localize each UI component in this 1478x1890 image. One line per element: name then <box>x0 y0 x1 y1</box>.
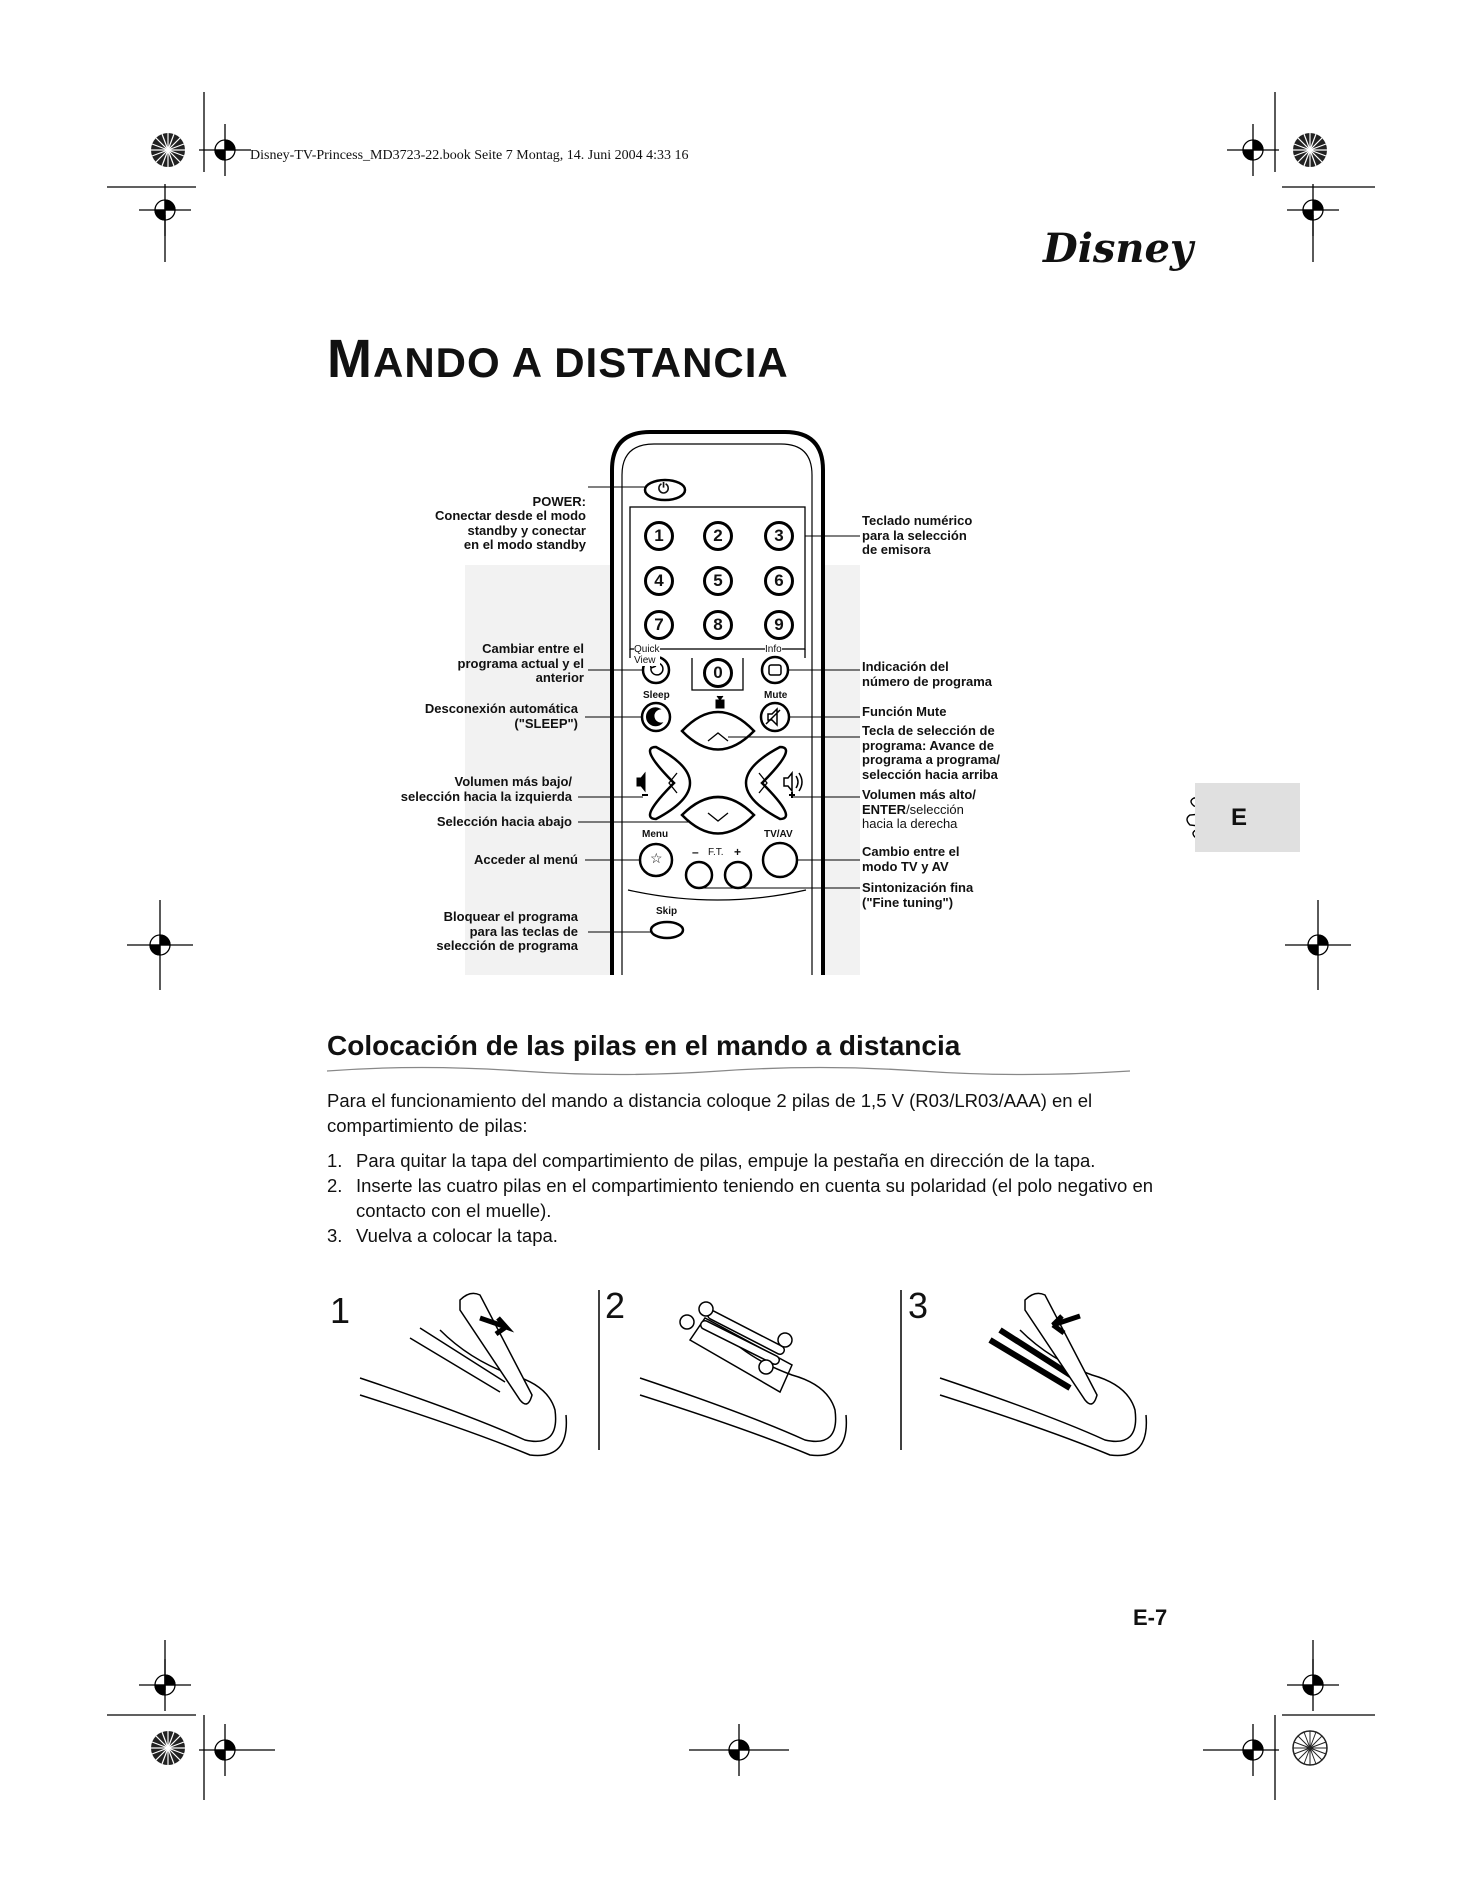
power-icon: ⏻ <box>658 480 670 496</box>
mute-label: Mute <box>764 690 788 701</box>
digit-button: 9 <box>764 610 794 640</box>
label-volume-up <box>862 788 976 832</box>
intro-paragraph: Para el funcionamiento del mando a distancia coloque 2 pilas de 1,5 V (R03/LR03/AAA) en el compartimiento de pilas: <box>327 1090 1093 1136</box>
figure-label: 1 <box>330 1290 351 1331</box>
menu-label: Menu <box>642 829 669 840</box>
label-quickview: Cambiar entre el programa actual y el anterior <box>457 641 584 685</box>
section-title: Colocación de las pilas en el mando a distancia <box>327 1030 961 1061</box>
step-number: 3. <box>327 1225 343 1246</box>
ft-plus-label: + <box>734 845 742 859</box>
digit-button: 7 <box>644 610 674 640</box>
mute-button <box>761 703 789 731</box>
label-power-title: POWER: <box>532 493 586 509</box>
disney-logo: Disney <box>1043 225 1194 272</box>
info-label: Info <box>765 644 782 655</box>
title-initial: M <box>327 329 373 389</box>
label-power <box>435 480 586 553</box>
tvav-label: TV/AV <box>764 829 793 840</box>
label-mute: Función Mute <box>862 704 947 719</box>
digit-button: 1 <box>644 521 674 551</box>
list-item <box>327 1148 1187 1173</box>
label-volume-up-a: Volumen más alto/ ENTER <box>862 787 976 817</box>
label-menu: Acceder al menú <box>473 852 578 867</box>
label-fine-tuning: Sintonización fina ("Fine tuning") <box>862 880 974 910</box>
figure-3 <box>940 1293 1146 1455</box>
figure-label: 2 <box>605 1285 626 1326</box>
battery-figures <box>360 1290 1146 1456</box>
digit-button: 2 <box>703 521 733 551</box>
digit-button: 4 <box>644 566 674 596</box>
section-divider <box>327 1068 1130 1075</box>
label-sleep: Desconexión automática ("SLEEP") <box>424 701 578 731</box>
page-title <box>327 328 789 390</box>
skip-button <box>651 922 683 938</box>
digit-button: 8 <box>703 610 733 640</box>
label-volume-up-b: /selección hacia la derecha <box>862 801 964 831</box>
tvav-button <box>763 843 797 877</box>
language-tab <box>1195 783 1300 852</box>
ft-plus-button <box>725 862 751 888</box>
step-text: Inserte las cuatro pilas en el compartimiento teniendo en cuenta su polaridad (el polo negativo en contacto con el muelle). <box>356 1175 1154 1221</box>
quickview-label: Quick View <box>634 644 660 666</box>
list-item <box>327 1173 1187 1223</box>
info-button <box>762 657 788 683</box>
label-up: Tecla de selección de programa: Avance de programa a programa/ selección hacia arriba <box>862 723 1000 782</box>
label-power-desc: Conectar desde el modo standby y conectar en el modo standby <box>435 508 586 552</box>
label-info: Indicación del número de programa <box>862 659 993 689</box>
digit-button: 5 <box>703 566 733 596</box>
page-number: E-7 <box>1133 1605 1168 1630</box>
figure-1 <box>360 1293 566 1455</box>
label-keypad: Teclado numérico para la selección de emisora <box>862 513 973 557</box>
figure-label: 3 <box>908 1285 929 1326</box>
label-down: Selección hacia abajo <box>436 814 572 829</box>
figure-2 <box>640 1302 846 1456</box>
ft-label: F.T. <box>708 847 724 858</box>
digit-button: 3 <box>764 521 794 551</box>
ft-minus-label: – <box>692 845 699 859</box>
digit-button: 0 <box>703 658 733 688</box>
title-rest: ANDO A DISTANCIA <box>372 339 789 386</box>
step-number: 1. <box>327 1150 343 1171</box>
language-tab-letter: E <box>1231 804 1248 831</box>
steps-list <box>327 1148 1187 1248</box>
digit-button: 6 <box>764 566 794 596</box>
skip-label: Skip <box>656 906 678 917</box>
step-number: 2. <box>327 1175 343 1196</box>
ft-minus-button <box>686 862 712 888</box>
print-header: Disney-TV-Princess_MD3723-22.book Seite 7 Montag, 14. Juni 2004 4:33 16 <box>250 148 689 163</box>
step-text: Para quitar la tapa del compartimiento de pilas, empuje la pestaña en dirección de la tapa. <box>356 1150 1096 1171</box>
label-volume-down: Volumen más bajo/ selección hacia la izquierda <box>400 774 572 804</box>
menu-star-icon: ☆ <box>650 850 663 866</box>
sleep-label: Sleep <box>643 690 670 701</box>
step-text: Vuelva a colocar la tapa. <box>356 1225 558 1246</box>
list-item <box>327 1223 1187 1248</box>
label-skip: Bloquear el programa para las teclas de selección de programa <box>436 909 578 953</box>
label-tvav: Cambio entre el modo TV y AV <box>862 844 960 874</box>
